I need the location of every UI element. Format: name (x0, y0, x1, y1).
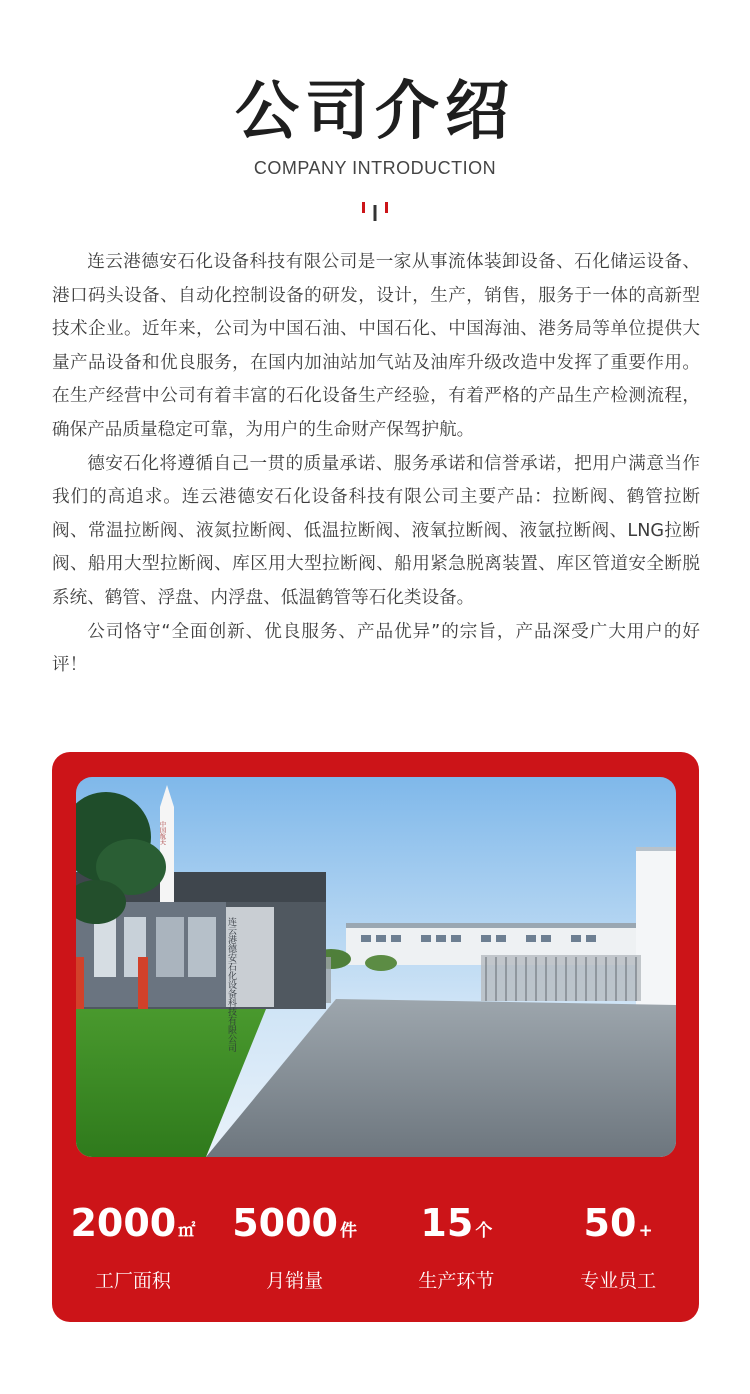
stat-label: 月销量 (266, 1270, 324, 1292)
stat-monthly-sales (215, 1200, 375, 1300)
stat-value: 50 (583, 1201, 637, 1245)
stat-value: 15 (420, 1201, 474, 1245)
stat-value: 2000 (70, 1201, 177, 1245)
stat-staff (538, 1200, 698, 1300)
intro-paragraph: 德安石化将遵循自己一贯的质量承诺、服务承诺和信誉承诺，把用户满意当作我们的高追求。连云港德安石化设备科技有限公司主要产品：拉断阀、鹤管拉断阀、常温拉断阀、液氮拉断阀、低温拉断阀、液氧拉断阀、液氩拉断阀、LNG拉断阀、船用大型拉断阀、库区用大型拉断阀、船用紧急脱离装置、库区管道安全断脱系统、鹤管、浮盘、内浮盘、低温鹤管等石化类设备。 (52, 453, 700, 608)
stat-factory-area (53, 1200, 213, 1300)
stat-unit: + (638, 1221, 653, 1241)
stat-production-steps (376, 1200, 536, 1300)
stats-row (52, 1200, 699, 1300)
stat-unit: 个 (475, 1221, 493, 1241)
intro-text (52, 246, 700, 683)
factory-photo (76, 777, 676, 1157)
company-stats-card (52, 752, 699, 1322)
page-title: 公司介绍 (235, 75, 515, 149)
stat-unit: 件 (340, 1221, 357, 1241)
stat-value: 5000 (232, 1201, 338, 1245)
rocket-text: 中国航天 (158, 821, 166, 845)
stat-label: 工厂面积 (94, 1270, 171, 1292)
intro-paragraph: 连云港德安石化设备科技有限公司是一家从事流体装卸设备、石化储运设备、港口码头设备、自动化控制设备的研发，设计，生产，销售，服务于一体的高新型技术企业。近年来，公司为中国石油、中国石化、中国海油、港务局等单位提供大量产品设备和优良服务，在国内加油站加气站及油库升级改造中发挥了重要作用。在生产经营中公司有着丰富的石化设备生产经验，有着严格的产品生产检测流程，确保产品质量稳定可靠，为用户的生命财产保驾护航。 (52, 252, 700, 440)
building-sign-text: 连云港德安石化设备科技有限公司 (226, 917, 236, 1052)
page-subtitle: COMPANY INTRODUCTION (253, 158, 497, 178)
title-divider (0, 199, 750, 225)
stat-unit: ㎡ (178, 1221, 196, 1241)
stat-label: 生产环节 (418, 1270, 495, 1292)
stat-label: 专业员工 (580, 1270, 657, 1292)
intro-paragraph: 公司恪守“全面创新、优良服务、产品优异”的宗旨，产品深受广大用户的好评！ (52, 621, 700, 676)
